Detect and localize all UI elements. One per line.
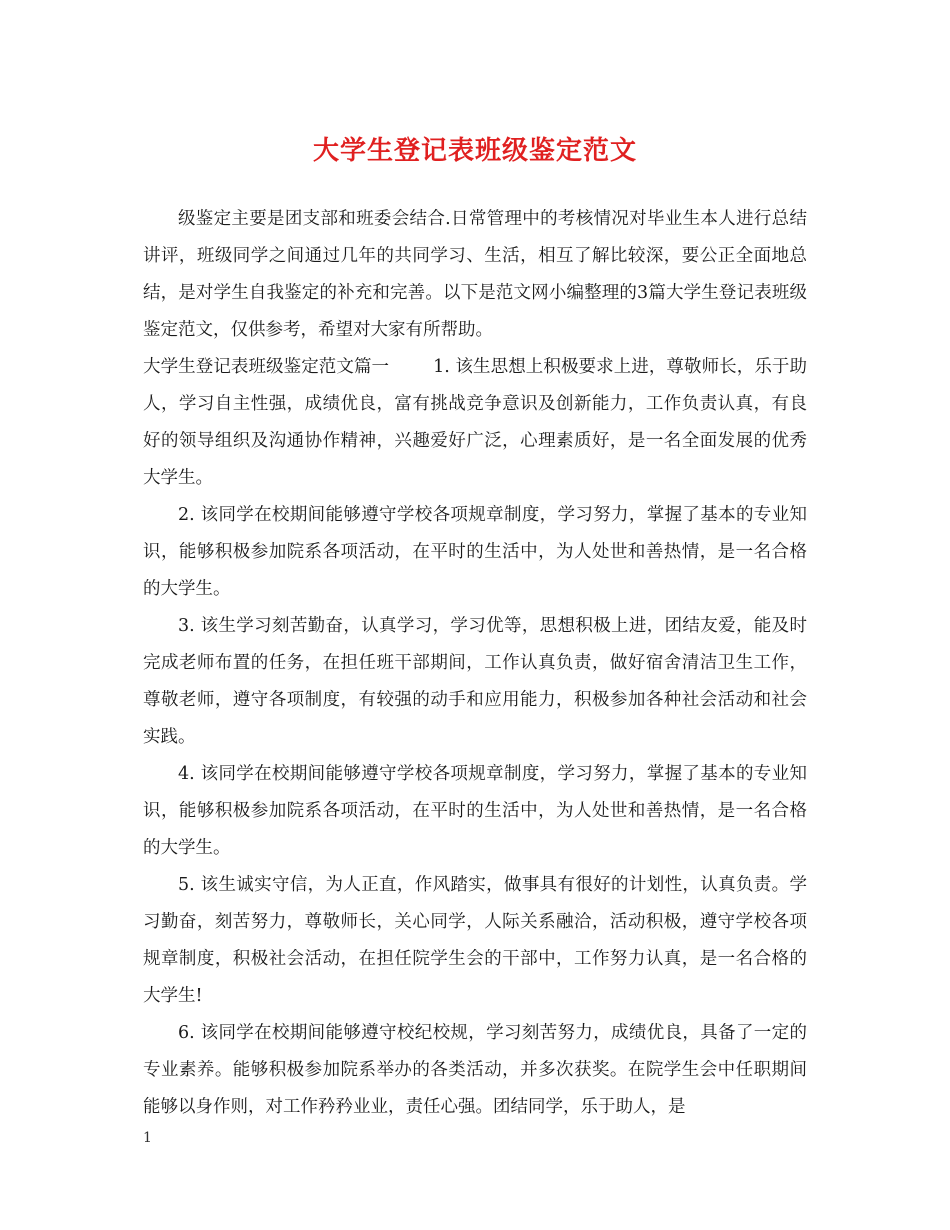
item-1: 1. 该生思想上积极要求上进，尊敬师长，乐于助人，学习自主性强，成绩优良，富有挑战竞争意识及创新能力，工作负责认真，有良好的领导组织及沟通协作精神，兴趣爱好广泛，心理素质好，是一名全面发展的优秀大学生。 — [143, 357, 807, 488]
document-title: 大学生登记表班级鉴定范文 — [312, 136, 637, 166]
item-5: 5. 该生诚实守信，为人正直，作风踏实，做事具有很好的计划性，认真负责。学习勤奋，刻苦努力，尊敬师长，关心同学，人际关系融洽，活动积极，遵守学校各项规章制度，积极社会活动，在担任院学生会的干部中，工作努力认真，是一名合格的大学生! — [143, 875, 807, 1006]
item-6: 6. 该同学在校期间能够遵守校纪校规，学习刻苦努力，成绩优良，具备了一定的专业素养。能够积极参加院系举办的各类活动，并多次获奖。在院学生会中任职期间能够以身作则，对工作矜矜业业，责任心强。团结同学，乐于助人，是 — [143, 1023, 807, 1117]
document-body — [143, 201, 807, 1126]
intro-paragraph: 级鉴定主要是团支部和班委会结合.日常管理中的考核情况对毕业生本人进行总结讲评，班级同学之间通过几年的共同学习、生活，相互了解比较深，要公正全面地总结，是对学生自我鉴定的补充和完善。以下是范文网小编整理的3篇大学生登记表班级鉴定范文，仅供参考，希望对大家有所帮助。 — [143, 209, 807, 340]
page-number: 1 — [143, 1130, 152, 1146]
section-paragraph-1 — [143, 349, 807, 497]
item-4: 4. 该同学在校期间能够遵守学校各项规章制度，学习努力，掌握了基本的专业知识，能够积极参加院系各项活动，在平时的生活中，为人处世和善热情，是一名合格的大学生。 — [143, 764, 807, 858]
item-2: 2. 该同学在校期间能够遵守学校各项规章制度，学习努力，掌握了基本的专业知识，能够积极参加院系各项活动，在平时的生活中，为人处世和善热情，是一名合格的大学生。 — [143, 505, 807, 599]
item-3: 3. 该生学习刻苦勤奋，认真学习，学习优等，思想积极上进，团结友爱，能及时完成老师布置的任务，在担任班干部期间，工作认真负责，做好宿舍清洁卫生工作，尊敬老师，遵守各项制度，有较强的动手和应用能力，积极参加各种社会活动和社会实践。 — [143, 616, 807, 747]
section-heading: 大学生登记表班级鉴定范文篇一 — [143, 357, 390, 377]
